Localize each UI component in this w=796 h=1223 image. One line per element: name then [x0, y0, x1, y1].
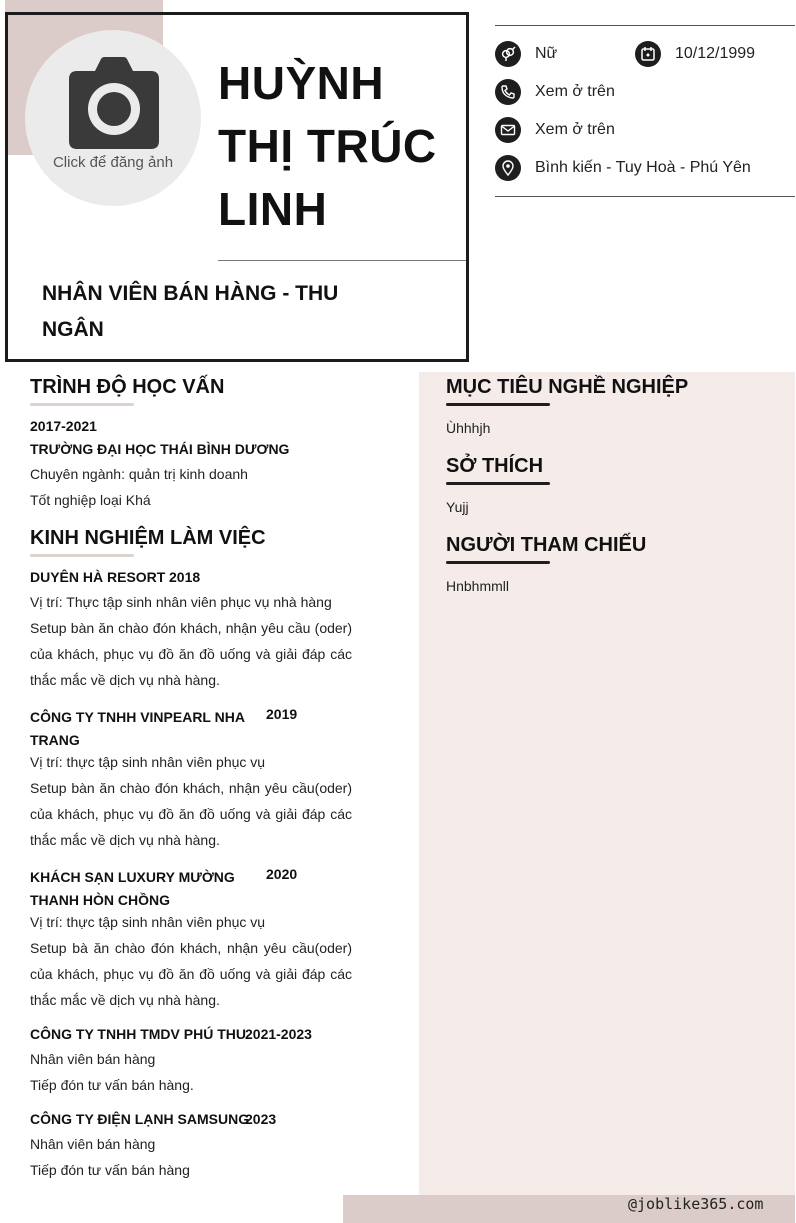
job-year: 2019	[266, 706, 298, 722]
phone-value: Xem ở trên	[535, 83, 615, 100]
name-divider	[218, 260, 466, 261]
job-company: CÔNG TY TNHH TMDV PHÚ THU	[30, 1026, 246, 1042]
education-school: TRƯỜNG ĐẠI HỌC THÁI BÌNH DƯƠNG	[30, 441, 290, 457]
objective-text: Ùhhhjh	[446, 420, 491, 436]
education-underline	[30, 403, 134, 406]
job-year: 2021-2023	[245, 1026, 312, 1042]
job-description: Tiếp đón tư vấn bán hàng.	[30, 1077, 194, 1093]
job-position: Nhân viên bán hàng	[30, 1136, 156, 1152]
job-description: Setup bà ăn chào đón khách, nhận yêu cầu(oder) của khách, phục vụ đồ ăn đồ uống và giải đáp các thắc mắc về dịch vụ nhà hàng.	[30, 940, 352, 1008]
experience-title: KINH NGHIỆM LÀM VIỆC	[30, 527, 266, 549]
job-year: 2018	[169, 569, 201, 585]
camera-icon	[61, 57, 167, 149]
contact-bottom-divider	[495, 196, 795, 197]
candidate-name: HUỲNH THỊ TRÚC LINH	[218, 57, 437, 235]
references-underline	[446, 561, 550, 564]
job-description: Setup bàn ăn chào đón khách, nhận yêu cầu (oder) của khách, phục vụ đồ ăn đồ uống và giải đáp các thắc mắc về dịch vụ nhà hàng.	[30, 620, 352, 688]
contact-top-divider	[495, 25, 795, 26]
photo-caption: Click để đăng ảnh	[52, 154, 174, 171]
gender-icon	[495, 41, 521, 67]
education-title: TRÌNH ĐỘ HỌC VẤN	[30, 376, 225, 398]
objective-title: MỤC TIÊU NGHỀ NGHIỆP	[446, 376, 689, 398]
references-text: Hnbhmmll	[446, 578, 510, 594]
experience-underline	[30, 554, 134, 557]
hobbies-underline	[446, 482, 550, 485]
job-year: 2020	[266, 866, 298, 882]
location-icon	[495, 155, 521, 181]
job-position: Nhân viên bán hàng	[30, 1051, 156, 1067]
footer-watermark: @joblike365.com	[628, 1195, 764, 1213]
calendar-icon	[635, 41, 661, 67]
job-company: CÔNG TY ĐIỆN LẠNH SAMSUNG	[30, 1111, 250, 1127]
job-position: Vị trí: Thực tập sinh nhân viên phục vụ nhà hàng	[30, 594, 332, 610]
address-value: Bình kiến - Tuy Hoà - Phú Yên	[535, 159, 751, 176]
email-icon	[495, 117, 521, 143]
email-value: Xem ở trên	[535, 121, 615, 138]
job-company: KHÁCH SẠN LUXURY MƯỜNG THANH HÒN CHỒNG	[30, 869, 235, 908]
avatar-upload[interactable]	[25, 30, 201, 206]
job-title: NHÂN VIÊN BÁN HÀNG - THU NGÂN	[42, 282, 339, 341]
job-company: CÔNG TY TNHH VINPEARL NHA TRANG	[30, 709, 245, 748]
education-major: Chuyên ngành: quản trị kinh doanh	[30, 466, 248, 482]
education-years: 2017-2021	[30, 418, 97, 434]
education-grade: Tốt nghiệp loại Khá	[30, 492, 151, 508]
job-year: 2023	[245, 1111, 277, 1127]
birthdate-value: 10/12/1999	[675, 45, 756, 62]
hobbies-text: Yujj	[446, 499, 469, 515]
objective-underline	[446, 403, 550, 406]
job-description: Setup bàn ăn chào đón khách, nhận yêu cầu(oder) của khách, phục vụ đồ ăn đồ uống và giải đáp các thắc mắc về dịch vụ nhà hàng.	[30, 780, 352, 848]
job-company: DUYÊN HÀ RESORT	[30, 569, 166, 585]
hobbies-title: SỞ THÍCH	[446, 455, 544, 477]
job-description: Tiếp đón tư vấn bán hàng	[30, 1162, 190, 1178]
job-position: Vị trí: thực tập sinh nhân viên phục vụ	[30, 754, 266, 770]
gender-value: Nữ	[535, 45, 558, 62]
references-title: NGƯỜI THAM CHIẾU	[446, 534, 647, 556]
phone-icon	[495, 79, 521, 105]
right-panel	[419, 372, 795, 1223]
job-position: Vị trí: thực tập sinh nhân viên phục vụ	[30, 914, 266, 930]
